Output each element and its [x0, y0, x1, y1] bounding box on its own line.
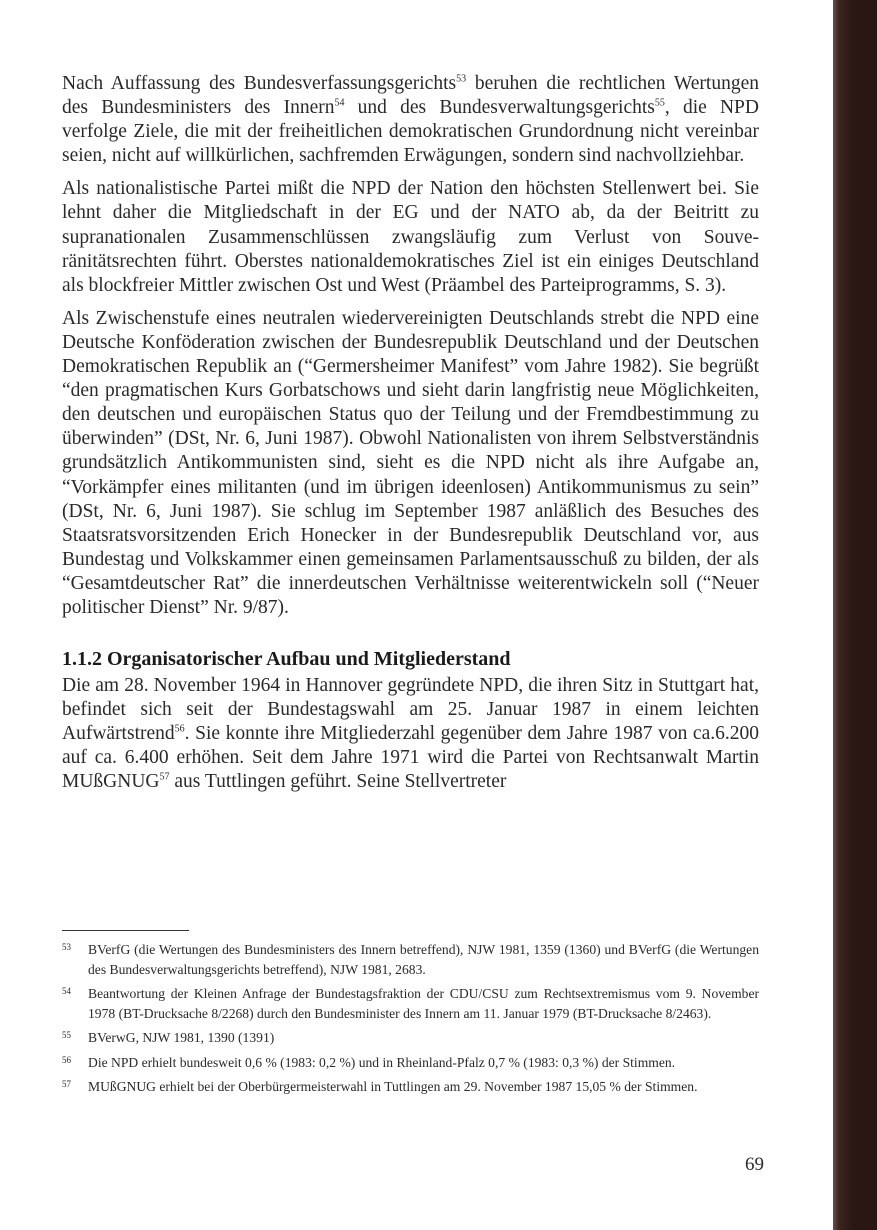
paragraph-1-part-b: beruhen die rechtlichen Wertungen des Bundesministers des Innern [62, 73, 759, 119]
footnote-ref-53[interactable]: 53 [456, 73, 467, 85]
paragraph-1-part-a: Nach Auffassung des Bundesverfassungsgerichts [62, 73, 457, 94]
paragraph-1-part-c: und des Bundesverwaltungsgerichts [344, 97, 655, 119]
paragraph-4-part-b: . Sie konnte ihre Mitgliederzahl gegenüber dem Jahre 1987 von ca.6.200 auf ca. 6.400 erhöhen. Seit dem Jahre 1971 wird die Partei von Rechtsanwalt Martin MUßGNUG [62, 723, 759, 793]
footnote-text: MUßGNUG erhielt bei der Oberbürgermeisterwahl in Tuttlingen am 29. November 1987 15,05 % der Stimmen. [88, 1079, 698, 1094]
paragraph-4-part-a: Die am 28. November 1964 in Hannover gegründete NPD, die ihren Sitz in Stuttgart hat, befindet sich seit der Bundestagswahl am 25. Januar 1987 in einem leichten Aufwärtstrend [62, 675, 759, 745]
footnote-text: BVerwG, NJW 1981, 1390 (1391) [88, 1030, 275, 1045]
paragraph-4-part-c: aus Tuttlingen geführt. Seine Stellvertreter [169, 771, 507, 793]
footnote-55 [62, 1028, 759, 1048]
section-heading: 1.1.2 Organisatorischer Aufbau und Mitgliederstand [62, 648, 511, 671]
paragraph-3: Als Zwischenstufe eines neutralen wiedervereinigten Deutschlands strebt die NPD eine Deutsche Konföderation zwischen der Bundesrepublik Deutschland und der Deutschen Demokratischen Republik an (“Germersheimer Manifest” vom Jahre 1982). Sie begrüßt “den pragmatischen Kurs Gorbatschows und sieht darin langfristig neue Möglichkeiten, den deutschen und europäischen Status quo der Teilung und der Fremdbestimmung zu überwinden” (DSt, Nr. 6, Juni 1987). Obwohl Nationalisten von ihrem Selbstverständnis grundsätzlich Antikommunisten sind, sieht es die NPD nicht als ihre Aufgabe an, “Vorkämpfer eines militanten (und im übrigen ideenlosen) Antikommunismus zu sein” (DSt, Nr. 6, Juni 1987). Sie schlug im September 1987 anläßlich des Besuches des Staatsratsvorsitzenden Erich Honecker in der Bundesrepublik Deutschland vor, aus Bundestag und Volkskammer einen gemeinsamen Parlamentsausschuß zu bilden, der als “Gesamtdeutscher Rat” die innerdeutschen Verhältnisse weiterentwickeln soll (“Neuer politischer Dienst” Nr. 9/87). [62, 307, 759, 618]
footnote-54 [62, 984, 759, 1023]
paragraph-4 [62, 674, 759, 794]
footnote-number: 54 [62, 986, 71, 996]
footnote-ref-55[interactable]: 55 [654, 97, 665, 109]
footnote-text: Die NPD erhielt bundesweit 0,6 % (1983: 0,2 %) und in Rheinland-Pfalz 0,7 % (1983: 0,3 %) der Stimmen. [88, 1054, 676, 1070]
footnote-57 [62, 1077, 759, 1097]
footnote-number: 56 [62, 1054, 71, 1065]
footnote-text: BVerfG (die Wertungen des Bundesministers des Innern betreffend), NJW 1981, 1359 (1360) und BVerfG (die Wertungen des Bundesverwaltungsgerichts betreffend), NJW 1981, 2683. [88, 942, 759, 977]
footnote-53 [62, 940, 759, 979]
footnote-separator [62, 930, 189, 931]
paragraph-1 [62, 72, 759, 168]
paragraph-2: Als nationalistische Partei mißt die NPD der Nation den höchsten Stellenwert bei. Sie lehnt daher die Mitgliedschaft in der EG und der NATO ab, da der Beitritt zu supranationalen Zusammenschlüssen zwangsläufig zum Verlust von Souveränitätsrechten führt. Oberstes nationaldemokratisches Ziel ist ein einiges Deutschland als blockfreier Mittler zwischen Ost und West (Präambel des Parteiprogramms, S. 3). [62, 178, 759, 296]
footnote-number: 57 [62, 1079, 71, 1089]
footnotes [62, 940, 759, 1102]
footnote-ref-54[interactable]: 54 [334, 97, 345, 109]
footnote-number: 55 [62, 1030, 71, 1040]
footnote-56 [62, 1053, 759, 1073]
footnote-text: Beantwortung der Kleinen Anfrage der Bundestagsfraktion der CDU/CSU zum Rechtsextremismus vom 9. November 1978 (BT-Drucksache 8/2268) durch den Bundesminister des Innern am 11. Januar 1979 (BT-Drucksache 8/2463). [88, 986, 759, 1021]
footnote-ref-56[interactable]: 56 [174, 723, 185, 735]
paragraph-1-part-d: , die NPD verfolge Ziele, die mit der freiheitlichen demokratischen Grundordnung nicht vereinbar seien, nicht auf willkürlichen, sachfremden Erwägungen, sondern sind nachvollziehbar. [62, 97, 759, 167]
page-number: 69 [745, 1154, 764, 1175]
footnote-number: 53 [62, 942, 71, 952]
main-text [62, 72, 759, 804]
scan-edge-shadow [833, 0, 877, 1230]
footnote-ref-57[interactable]: 57 [159, 771, 170, 783]
